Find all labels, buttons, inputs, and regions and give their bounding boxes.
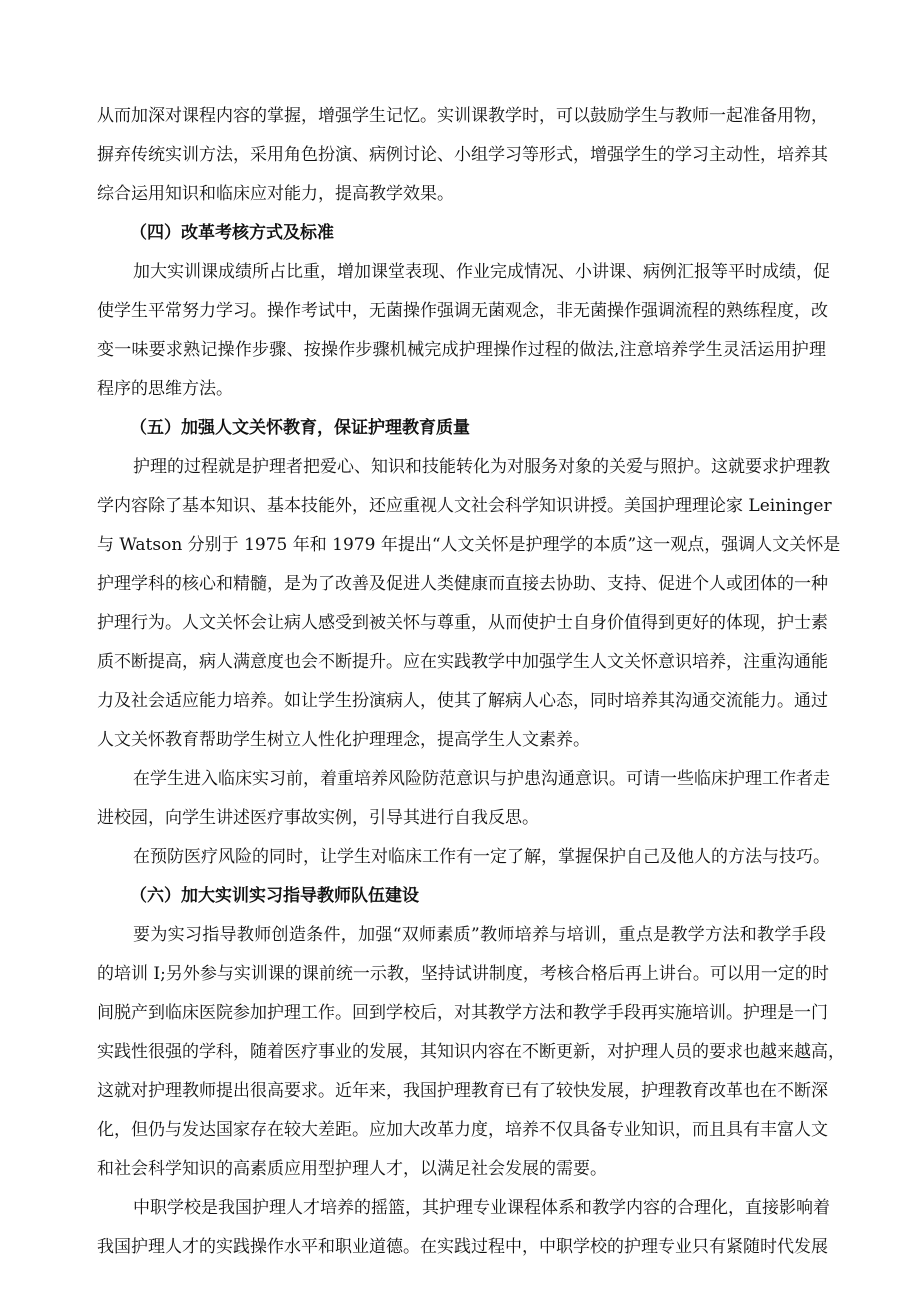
text-line: 学内容除了基本知识、基本技能外，还应重视人文社会科学知识讲授。美国护理理论家 Leininger bbox=[97, 496, 832, 516]
text-line: 的培训 I;另外参与实训课的课前统一示教，坚持试讲制度，考核合格后再上讲台。可以用一定的时 bbox=[97, 964, 829, 984]
section-heading-6: （六）加大实训实习指导教师队伍建设 bbox=[130, 886, 419, 906]
text-line: 护理的过程就是护理者把爱心、知识和技能转化为对服务对象的关爱与照护。这就要求护理教 bbox=[133, 457, 830, 477]
text-line: 程序的思维方法。 bbox=[97, 379, 233, 399]
text-line: 中职学校是我国护理人才培养的摇篮，其护理专业课程体系和教学内容的合理化，直接影响着 bbox=[133, 1198, 830, 1218]
text-line: 质不断提高，病人满意度也会不断提升。应在实践教学中加强学生人文关怀意识培养，注重沟通能 bbox=[97, 652, 828, 672]
section-heading-5: （五）加强人文关怀教育，保证护理教育质量 bbox=[130, 418, 470, 438]
text-line: 这就对护理教师提出很高要求。近年来，我国护理教育已有了较快发展，护理教育改革也在不断深 bbox=[97, 1081, 828, 1101]
text-line: 实践性很强的学科，随着医疗事业的发展，其知识内容在不断更新，对护理人员的要求也越来越高， bbox=[97, 1042, 845, 1062]
text-line: 从而加深对课程内容的掌握，增强学生记忆。实训课教学时，可以鼓励学生与教师一起准备用物， bbox=[97, 106, 828, 126]
text-line: 加大实训课成绩所占比重，增加课堂表现、作业完成情况、小讲课、病例汇报等平时成绩，促 bbox=[133, 262, 830, 282]
section-heading-4: （四）改革考核方式及标准 bbox=[130, 223, 334, 243]
text-line: 化，但仍与发达国家存在较大差距。应加大改革力度，培养不仅具备专业知识，而且具有丰富人文 bbox=[97, 1120, 828, 1140]
text-line: 护理行为。人文关怀会让病人感受到被关怀与尊重，从而使护士自身价值得到更好的体现，护士素 bbox=[97, 613, 828, 633]
text-line: 护理学科的核心和精髓，是为了改善及促进人类健康而直接去协助、支持、促进个人或团体的一种 bbox=[97, 574, 828, 594]
text-line: 变一味要求熟记操作步骤、按操作步骤机械完成护理操作过程的做法,注意培养学生灵活运用护理 bbox=[97, 340, 826, 360]
text-line: 摒弃传统实训方法，采用角色扮演、病例讨论、小组学习等形式，增强学生的学习主动性，培养其 bbox=[97, 145, 828, 165]
text-line: 在预防医疗风险的同时，让学生对临床工作有一定了解，掌握保护自己及他人的方法与技巧。 bbox=[133, 847, 830, 867]
text-line: 我国护理人才的实践操作水平和职业道德。在实践过程中，中职学校的护理专业只有紧随时代发展 bbox=[97, 1237, 828, 1257]
text-line: 进校园，向学生讲述医疗事故实例，引导其进行自我反思。 bbox=[97, 808, 539, 828]
text-line: 和社会科学知识的高素质应用型护理人才，以满足社会发展的需要。 bbox=[97, 1159, 607, 1179]
text-line: 力及社会适应能力培养。如让学生扮演病人，使其了解病人心态，同时培养其沟通交流能力。通过 bbox=[97, 691, 828, 711]
text-line: 使学生平常努力学习。操作考试中，无菌操作强调无菌观念，非无菌操作强调流程的熟练程度，改 bbox=[97, 301, 828, 321]
text-line: 与 Watson 分别于 1975 年和 1979 年提出“人文关怀是护理学的本质”这一观点，强调人文关怀是 bbox=[97, 535, 841, 555]
text-line: 间脱产到临床医院参加护理工作。回到学校后，对其教学方法和教学手段再实施培训。护理是一门 bbox=[97, 1003, 828, 1023]
text-line: 在学生进入临床实习前，着重培养风险防范意识与护患沟通意识。可请一些临床护理工作者走 bbox=[133, 769, 830, 789]
text-line: 要为实习指导教师创造条件，加强“双师素质”教师培养与培训，重点是教学方法和教学手段 bbox=[133, 925, 826, 945]
text-line: 人文关怀教育帮助学生树立人性化护理理念，提高学生人文素养。 bbox=[97, 730, 590, 750]
text-line: 综合运用知识和临床应对能力，提高教学效果。 bbox=[97, 184, 454, 204]
